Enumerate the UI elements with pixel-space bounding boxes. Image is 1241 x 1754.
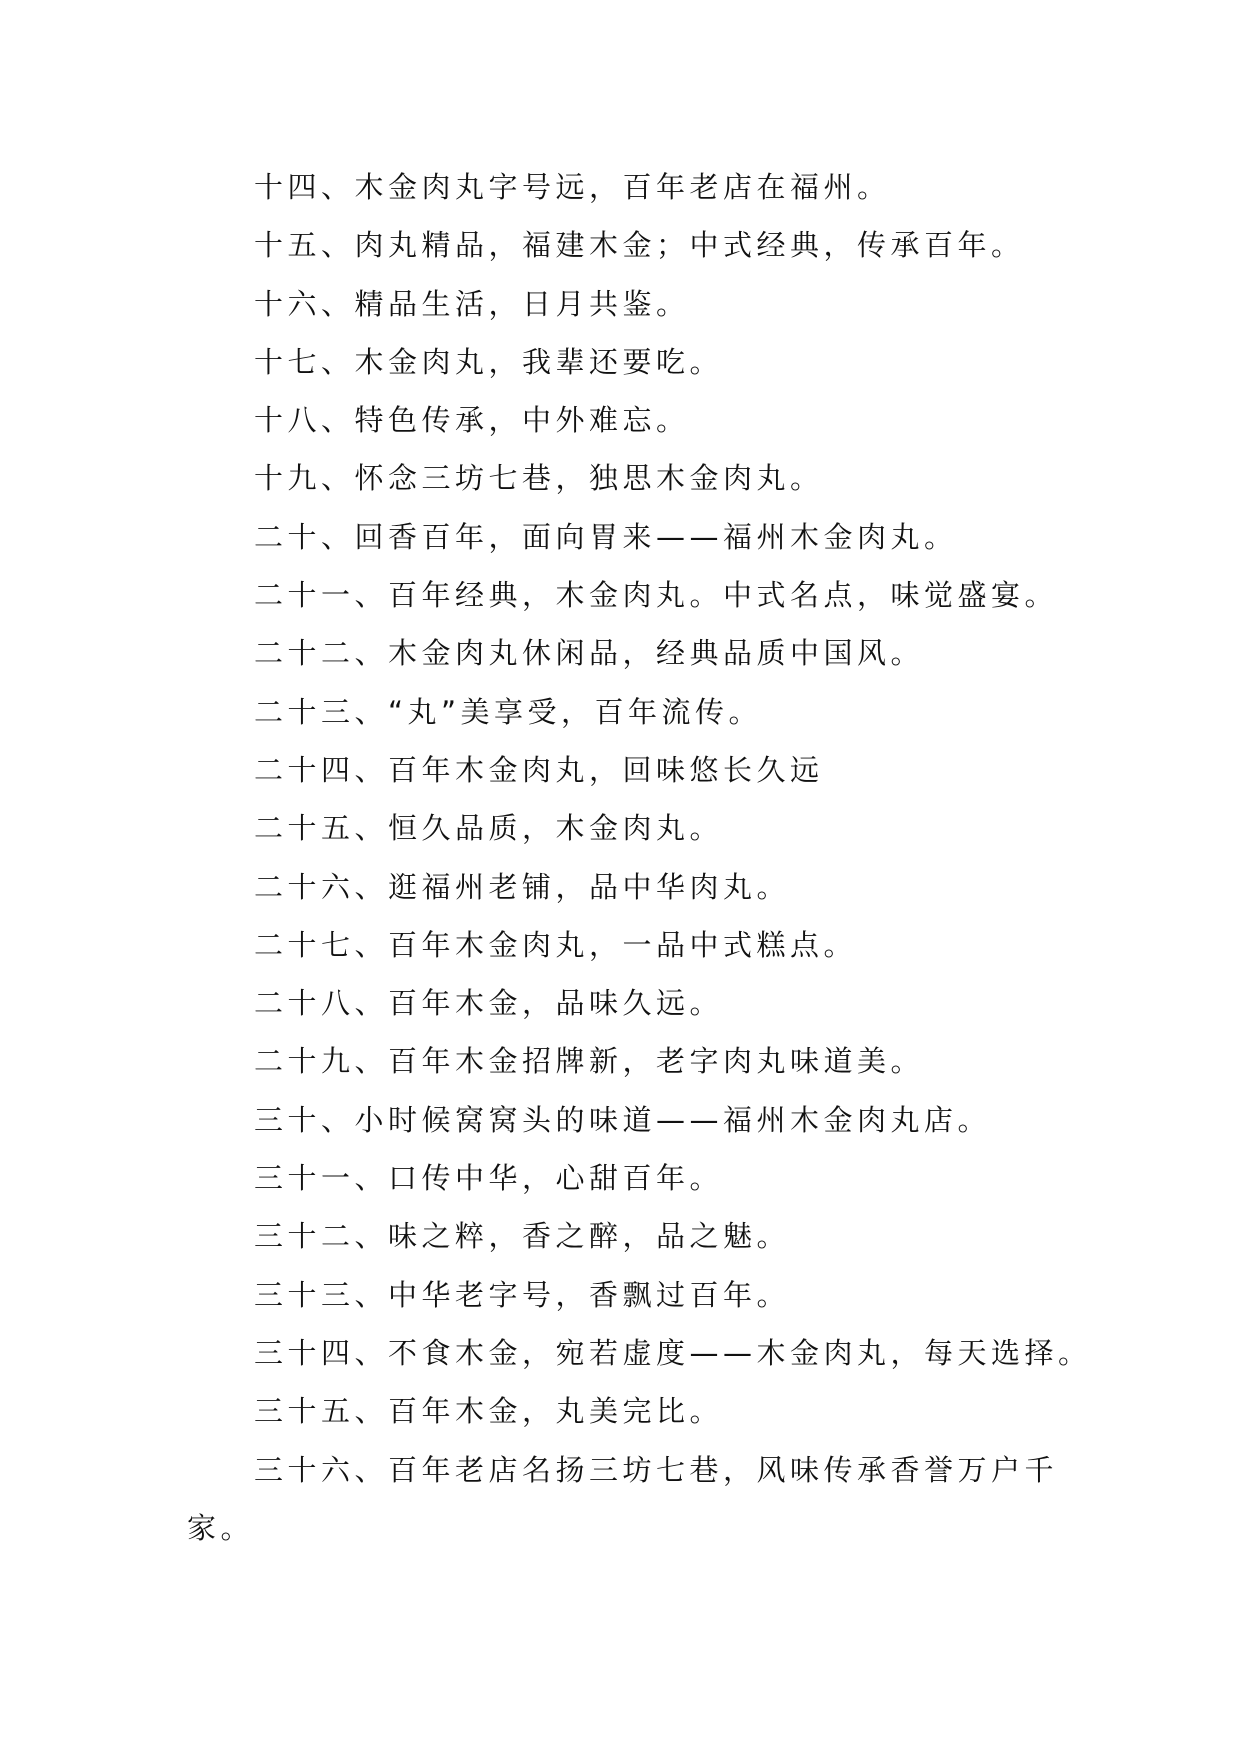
slogan-line-34: 三十四、不食木金，宛若虚度——木金肉丸，每天选择。 [254,1335,1092,1370]
slogan-line-17: 十七、木金肉丸，我辈还要吃。 [254,344,724,379]
slogan-line-36-continuation: 家。 [187,1510,255,1545]
document-body [187,158,1092,1557]
slogan-line-29: 二十九、百年木金招牌新，老字肉丸味道美。 [254,1044,925,1079]
slogan-line-20: 二十、回香百年，面向胃来——福州木金肉丸。 [254,519,958,554]
slogan-line-18: 十八、特色传承，中外难忘。 [254,403,690,438]
slogan-line-26: 二十六、逛福州老铺，品中华肉丸。 [254,869,791,904]
slogan-line-32: 三十二、味之粹，香之醉，品之魅。 [254,1219,791,1254]
slogan-line-23: 二十三、“丸”美享受，百年流传。 [254,694,763,729]
slogan-line-14: 十四、木金肉丸字号远，百年老店在福州。 [254,170,891,204]
slogan-line-31: 三十一、口传中华，心甜百年。 [254,1161,724,1196]
slogan-line-24: 二十四、百年木金肉丸，回味悠长久远 [254,752,824,787]
slogan-line-28: 二十八、百年木金，品味久远。 [254,986,724,1021]
slogan-line-19: 十九、怀念三坊七巷，独思木金肉丸。 [254,461,824,496]
slogan-line-35: 三十五、百年木金，丸美完比。 [254,1394,724,1429]
slogan-line-27: 二十七、百年木金肉丸，一品中式糕点。 [254,927,858,962]
slogan-line-21: 二十一、百年经典，木金肉丸。中式名点，味觉盛宴。 [254,578,1059,613]
slogan-line-22: 二十二、木金肉丸休闲品，经典品质中国风。 [254,636,925,671]
slogan-line-25: 二十五、恒久品质，木金肉丸。 [254,811,724,846]
slogan-line-33: 三十三、中华老字号，香飘过百年。 [254,1277,791,1312]
slogan-line-30: 三十、小时候窝窝头的味道——福州木金肉丸店。 [254,1102,992,1137]
slogan-line-15: 十五、肉丸精品，福建木金；中式经典，传承百年。 [254,228,1025,263]
slogan-line-36: 三十六、百年老店名扬三坊七巷，风味传承香誉万户千 [254,1452,1059,1487]
slogan-line-16: 十六、精品生活，日月共鉴。 [254,286,690,321]
